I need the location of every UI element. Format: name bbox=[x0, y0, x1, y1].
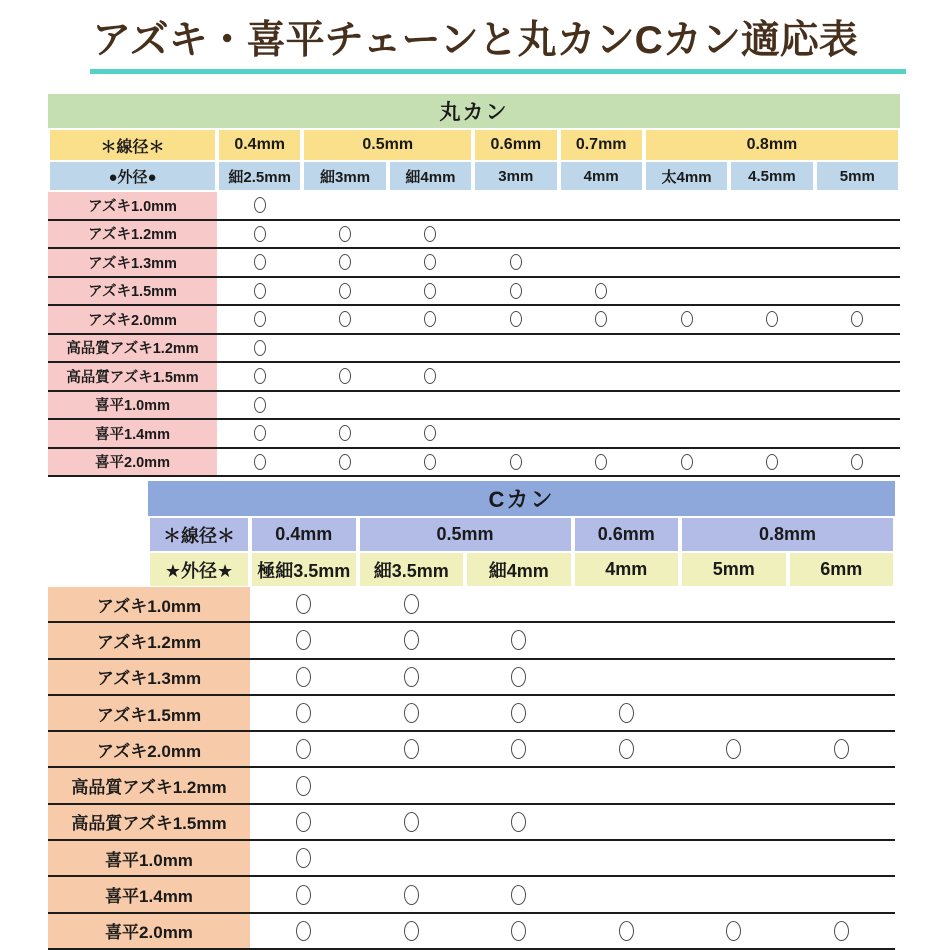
match-circle-icon bbox=[404, 630, 419, 650]
match-circle-icon bbox=[296, 776, 311, 796]
compatibility-cell bbox=[473, 392, 558, 419]
match-circle-icon bbox=[339, 454, 351, 470]
outer-diameter-value: 5mm bbox=[680, 553, 788, 586]
match-circle-icon bbox=[424, 454, 436, 470]
compatibility-cell bbox=[573, 841, 681, 875]
match-circle-icon bbox=[296, 848, 311, 868]
compatibility-cell bbox=[217, 192, 302, 219]
match-circle-icon bbox=[510, 454, 522, 470]
compatibility-cell bbox=[815, 192, 900, 219]
compatibility-cell bbox=[473, 335, 558, 362]
chain-type-label: 高品質アズキ1.5mm bbox=[48, 363, 217, 390]
chain-type-label: アズキ1.2mm bbox=[48, 623, 250, 657]
match-circle-icon bbox=[511, 630, 526, 650]
compatibility-cell bbox=[644, 192, 729, 219]
compatibility-cell bbox=[473, 192, 558, 219]
compatibility-cell bbox=[217, 392, 302, 419]
compatibility-cell bbox=[465, 623, 573, 657]
match-circle-icon bbox=[339, 283, 351, 299]
chain-type-label: 高品質アズキ1.5mm bbox=[48, 805, 250, 839]
match-circle-icon bbox=[851, 311, 863, 327]
table-row bbox=[48, 449, 900, 478]
match-circle-icon bbox=[619, 703, 634, 723]
match-circle-icon bbox=[254, 340, 266, 356]
compatibility-cell bbox=[573, 877, 681, 911]
table-row bbox=[48, 249, 900, 278]
compatibility-cell bbox=[644, 221, 729, 248]
match-circle-icon bbox=[681, 311, 693, 327]
match-circle-icon bbox=[511, 885, 526, 905]
chain-type-label: 喜平2.0mm bbox=[48, 914, 250, 948]
compatibility-cell bbox=[388, 221, 473, 248]
compatibility-cell bbox=[573, 587, 681, 621]
compatibility-cell bbox=[250, 914, 358, 948]
table-row bbox=[48, 768, 895, 804]
compatibility-cell bbox=[559, 192, 644, 219]
compatibility-cell bbox=[388, 449, 473, 476]
table-row bbox=[48, 587, 895, 623]
compatibility-cell bbox=[559, 221, 644, 248]
match-circle-icon bbox=[511, 667, 526, 687]
compatibility-cell bbox=[559, 363, 644, 390]
compatibility-cell bbox=[250, 732, 358, 766]
compatibility-cell bbox=[573, 768, 681, 802]
match-circle-icon bbox=[595, 283, 607, 299]
wire-diameter-value: 0.4mm bbox=[250, 518, 358, 551]
table-row bbox=[48, 805, 895, 841]
wire-diameter-label: ＊線径＊ bbox=[48, 130, 217, 160]
table-row bbox=[48, 877, 895, 913]
compatibility-cell bbox=[250, 587, 358, 621]
compatibility-cell bbox=[573, 914, 681, 948]
compatibility-cell bbox=[302, 249, 387, 276]
compatibility-cell bbox=[815, 420, 900, 447]
c-kan-table-title: Cカン bbox=[148, 481, 895, 516]
match-circle-icon bbox=[254, 397, 266, 413]
match-circle-icon bbox=[511, 739, 526, 759]
compatibility-cell bbox=[559, 392, 644, 419]
compatibility-cell bbox=[788, 696, 896, 730]
compatibility-cell bbox=[388, 306, 473, 333]
table-row bbox=[48, 221, 900, 250]
outer-diameter-value: 3mm bbox=[473, 162, 558, 190]
match-circle-icon bbox=[404, 885, 419, 905]
match-circle-icon bbox=[296, 812, 311, 832]
compatibility-cell bbox=[573, 696, 681, 730]
compatibility-cell bbox=[358, 660, 466, 694]
outer-diameter-value: 太4mm bbox=[644, 162, 729, 190]
compatibility-cell bbox=[788, 660, 896, 694]
c-kan-wire-diameter-row bbox=[148, 518, 895, 551]
compatibility-cell bbox=[644, 249, 729, 276]
match-circle-icon bbox=[254, 197, 266, 213]
chain-type-label: アズキ1.0mm bbox=[48, 192, 217, 219]
compatibility-cell bbox=[302, 335, 387, 362]
compatibility-cell bbox=[729, 249, 814, 276]
compatibility-cell bbox=[250, 841, 358, 875]
compatibility-cell bbox=[250, 877, 358, 911]
match-circle-icon bbox=[404, 921, 419, 941]
c-kan-table-body bbox=[48, 587, 895, 950]
compatibility-cell bbox=[559, 335, 644, 362]
chain-type-label: 喜平1.4mm bbox=[48, 877, 250, 911]
chain-type-label: アズキ2.0mm bbox=[48, 732, 250, 766]
match-circle-icon bbox=[511, 921, 526, 941]
outer-diameter-value: 細4mm bbox=[465, 553, 573, 586]
match-circle-icon bbox=[404, 812, 419, 832]
chain-type-label: 喜平1.0mm bbox=[48, 392, 217, 419]
match-circle-icon bbox=[510, 311, 522, 327]
match-circle-icon bbox=[834, 739, 849, 759]
match-circle-icon bbox=[339, 226, 351, 242]
compatibility-cell bbox=[217, 449, 302, 476]
match-circle-icon bbox=[766, 454, 778, 470]
compatibility-cell bbox=[217, 278, 302, 305]
match-circle-icon bbox=[339, 311, 351, 327]
match-circle-icon bbox=[424, 368, 436, 384]
table-row bbox=[48, 914, 895, 950]
match-circle-icon bbox=[339, 425, 351, 441]
compatibility-cell bbox=[815, 249, 900, 276]
match-circle-icon bbox=[404, 703, 419, 723]
maru-kan-wire-diameter-row bbox=[48, 130, 900, 160]
chain-type-label: 高品質アズキ1.2mm bbox=[48, 335, 217, 362]
compatibility-cell bbox=[388, 192, 473, 219]
compatibility-cell bbox=[358, 841, 466, 875]
match-circle-icon bbox=[296, 885, 311, 905]
compatibility-cell bbox=[815, 306, 900, 333]
maru-kan-outer-diameter-row bbox=[48, 162, 900, 190]
chain-type-label: アズキ1.0mm bbox=[48, 587, 250, 621]
compatibility-cell bbox=[680, 732, 788, 766]
compatibility-cell bbox=[388, 420, 473, 447]
match-circle-icon bbox=[619, 739, 634, 759]
match-circle-icon bbox=[254, 368, 266, 384]
match-circle-icon bbox=[424, 425, 436, 441]
match-circle-icon bbox=[510, 283, 522, 299]
chain-type-label: アズキ1.3mm bbox=[48, 660, 250, 694]
compatibility-cell bbox=[729, 392, 814, 419]
compatibility-cell bbox=[358, 623, 466, 657]
maru-kan-table bbox=[48, 94, 900, 477]
compatibility-cell bbox=[815, 278, 900, 305]
compatibility-cell bbox=[465, 768, 573, 802]
outer-diameter-value: 4mm bbox=[573, 553, 681, 586]
compatibility-cell bbox=[465, 732, 573, 766]
compatibility-cell bbox=[680, 660, 788, 694]
wire-diameter-value: 0.7mm bbox=[559, 130, 644, 160]
compatibility-cell bbox=[465, 841, 573, 875]
compatibility-cell bbox=[358, 877, 466, 911]
match-circle-icon bbox=[834, 921, 849, 941]
match-circle-icon bbox=[254, 425, 266, 441]
chain-type-label: アズキ2.0mm bbox=[48, 306, 217, 333]
match-circle-icon bbox=[595, 454, 607, 470]
compatibility-cell bbox=[788, 732, 896, 766]
compatibility-cell bbox=[217, 306, 302, 333]
compatibility-cell bbox=[388, 392, 473, 419]
compatibility-cell bbox=[788, 877, 896, 911]
compatibility-cell bbox=[729, 278, 814, 305]
compatibility-cell bbox=[302, 392, 387, 419]
table-row bbox=[48, 363, 900, 392]
compatibility-cell bbox=[729, 420, 814, 447]
compatibility-cell bbox=[573, 660, 681, 694]
compatibility-cell bbox=[815, 363, 900, 390]
compatibility-cell bbox=[465, 660, 573, 694]
compatibility-cell bbox=[465, 587, 573, 621]
compatibility-cell bbox=[217, 335, 302, 362]
compatibility-cell bbox=[729, 192, 814, 219]
match-circle-icon bbox=[851, 454, 863, 470]
c-kan-outer-diameter-row bbox=[148, 553, 895, 586]
compatibility-cell bbox=[302, 306, 387, 333]
match-circle-icon bbox=[424, 254, 436, 270]
maru-kan-table-body bbox=[48, 192, 900, 477]
match-circle-icon bbox=[424, 283, 436, 299]
compatibility-cell bbox=[559, 306, 644, 333]
compatibility-cell bbox=[473, 449, 558, 476]
compatibility-cell bbox=[302, 278, 387, 305]
compatibility-cell bbox=[473, 306, 558, 333]
compatibility-cell bbox=[358, 732, 466, 766]
compatibility-cell bbox=[644, 278, 729, 305]
chain-type-label: アズキ1.5mm bbox=[48, 696, 250, 730]
compatibility-cell bbox=[465, 805, 573, 839]
compatibility-cell bbox=[573, 623, 681, 657]
outer-diameter-value: 4mm bbox=[559, 162, 644, 190]
match-circle-icon bbox=[254, 226, 266, 242]
compatibility-cell bbox=[217, 221, 302, 248]
table-row bbox=[48, 660, 895, 696]
table-row bbox=[48, 623, 895, 659]
match-circle-icon bbox=[339, 254, 351, 270]
compatibility-cell bbox=[388, 278, 473, 305]
match-circle-icon bbox=[296, 921, 311, 941]
compatibility-cell bbox=[644, 449, 729, 476]
match-circle-icon bbox=[296, 703, 311, 723]
compatibility-cell bbox=[788, 841, 896, 875]
table-row bbox=[48, 278, 900, 307]
match-circle-icon bbox=[296, 667, 311, 687]
compatibility-cell bbox=[559, 278, 644, 305]
compatibility-cell bbox=[815, 449, 900, 476]
compatibility-cell bbox=[473, 363, 558, 390]
compatibility-cell bbox=[815, 221, 900, 248]
compatibility-cell bbox=[815, 392, 900, 419]
compatibility-cell bbox=[644, 420, 729, 447]
match-circle-icon bbox=[254, 254, 266, 270]
compatibility-cell bbox=[250, 660, 358, 694]
compatibility-cell bbox=[465, 696, 573, 730]
compatibility-cell bbox=[680, 877, 788, 911]
chain-type-label: 高品質アズキ1.2mm bbox=[48, 768, 250, 802]
compatibility-cell bbox=[465, 914, 573, 948]
wire-diameter-value: 0.6mm bbox=[473, 130, 558, 160]
compatibility-cell bbox=[358, 914, 466, 948]
wire-diameter-value: 0.8mm bbox=[680, 518, 895, 551]
compatibility-cell bbox=[729, 449, 814, 476]
table-row bbox=[48, 420, 900, 449]
compatibility-cell bbox=[680, 841, 788, 875]
match-circle-icon bbox=[595, 311, 607, 327]
compatibility-cell bbox=[729, 306, 814, 333]
compatibility-cell bbox=[473, 420, 558, 447]
compatibility-cell bbox=[729, 221, 814, 248]
compatibility-cell bbox=[644, 335, 729, 362]
compatibility-cell bbox=[573, 732, 681, 766]
table-row bbox=[48, 841, 895, 877]
chain-type-label: アズキ1.5mm bbox=[48, 278, 217, 305]
compatibility-cell bbox=[729, 335, 814, 362]
wire-diameter-value: 0.8mm bbox=[644, 130, 900, 160]
compatibility-cell bbox=[788, 805, 896, 839]
chain-type-label: 喜平1.0mm bbox=[48, 841, 250, 875]
compatibility-cell bbox=[559, 420, 644, 447]
compatibility-cell bbox=[559, 449, 644, 476]
outer-diameter-value: 6mm bbox=[788, 553, 896, 586]
compatibility-cell bbox=[644, 306, 729, 333]
chain-type-label: 喜平1.4mm bbox=[48, 420, 217, 447]
compatibility-cell bbox=[473, 249, 558, 276]
match-circle-icon bbox=[726, 921, 741, 941]
match-circle-icon bbox=[424, 311, 436, 327]
outer-diameter-value: 細3.5mm bbox=[358, 553, 466, 586]
outer-diameter-value: 極細3.5mm bbox=[250, 553, 358, 586]
compatibility-cell bbox=[473, 278, 558, 305]
compatibility-cell bbox=[815, 335, 900, 362]
compatibility-cell bbox=[388, 363, 473, 390]
compatibility-cell bbox=[302, 363, 387, 390]
match-circle-icon bbox=[404, 594, 419, 614]
compatibility-cell bbox=[680, 914, 788, 948]
outer-diameter-value: 5mm bbox=[815, 162, 900, 190]
chain-type-label: アズキ1.2mm bbox=[48, 221, 217, 248]
compatibility-cell bbox=[217, 249, 302, 276]
match-circle-icon bbox=[254, 283, 266, 299]
outer-diameter-label: ★外径★ bbox=[148, 553, 250, 586]
outer-diameter-value: 4.5mm bbox=[729, 162, 814, 190]
compatibility-cell bbox=[559, 249, 644, 276]
compatibility-cell bbox=[250, 805, 358, 839]
compatibility-cell bbox=[358, 805, 466, 839]
outer-diameter-label: ●外径● bbox=[48, 162, 217, 190]
compatibility-cell bbox=[644, 392, 729, 419]
title-underline bbox=[90, 69, 906, 74]
outer-diameter-value: 細2.5mm bbox=[217, 162, 302, 190]
match-circle-icon bbox=[296, 594, 311, 614]
match-circle-icon bbox=[424, 226, 436, 242]
compatibility-cell bbox=[788, 768, 896, 802]
match-circle-icon bbox=[681, 454, 693, 470]
chain-type-label: アズキ1.3mm bbox=[48, 249, 217, 276]
match-circle-icon bbox=[511, 703, 526, 723]
compatibility-cell bbox=[729, 363, 814, 390]
compatibility-cell bbox=[302, 449, 387, 476]
compatibility-cell bbox=[302, 420, 387, 447]
match-circle-icon bbox=[404, 739, 419, 759]
match-circle-icon bbox=[296, 739, 311, 759]
maru-kan-table-title: 丸カン bbox=[48, 94, 900, 128]
match-circle-icon bbox=[726, 739, 741, 759]
match-circle-icon bbox=[510, 254, 522, 270]
table-row bbox=[48, 306, 900, 335]
title-wrap bbox=[0, 18, 950, 65]
compatibility-cell bbox=[573, 805, 681, 839]
wire-diameter-value: 0.4mm bbox=[217, 130, 302, 160]
compatibility-cell bbox=[788, 914, 896, 948]
compatibility-cell bbox=[788, 623, 896, 657]
wire-diameter-value: 0.5mm bbox=[358, 518, 573, 551]
wire-diameter-value: 0.6mm bbox=[573, 518, 681, 551]
compatibility-cell bbox=[217, 420, 302, 447]
table-row bbox=[48, 732, 895, 768]
match-circle-icon bbox=[339, 368, 351, 384]
compatibility-cell bbox=[680, 768, 788, 802]
compatibility-cell bbox=[358, 696, 466, 730]
table-row bbox=[48, 696, 895, 732]
compatibility-cell bbox=[250, 696, 358, 730]
match-circle-icon bbox=[511, 812, 526, 832]
compatibility-cell bbox=[388, 249, 473, 276]
compatibility-cell bbox=[465, 877, 573, 911]
compatibility-cell bbox=[302, 192, 387, 219]
table-row bbox=[48, 392, 900, 421]
match-circle-icon bbox=[296, 630, 311, 650]
outer-diameter-value: 細3mm bbox=[302, 162, 387, 190]
compatibility-cell bbox=[644, 363, 729, 390]
match-circle-icon bbox=[404, 667, 419, 687]
match-circle-icon bbox=[254, 311, 266, 327]
wire-diameter-value: 0.5mm bbox=[302, 130, 473, 160]
compatibility-cell bbox=[250, 768, 358, 802]
compatibility-cell bbox=[358, 587, 466, 621]
chain-type-label: 喜平2.0mm bbox=[48, 449, 217, 476]
wire-diameter-label: ＊線径＊ bbox=[148, 518, 250, 551]
compatibility-cell bbox=[680, 805, 788, 839]
page-title: アズキ・喜平チェーンと丸カンCカン適応表 bbox=[92, 19, 858, 62]
compatibility-cell bbox=[680, 587, 788, 621]
compatibility-cell bbox=[358, 768, 466, 802]
compatibility-cell bbox=[302, 221, 387, 248]
c-kan-table-header bbox=[148, 481, 895, 586]
compatibility-cell bbox=[217, 363, 302, 390]
compatibility-cell bbox=[473, 221, 558, 248]
outer-diameter-value: 細4mm bbox=[388, 162, 473, 190]
compatibility-cell bbox=[788, 587, 896, 621]
table-row bbox=[48, 335, 900, 364]
compatibility-cell bbox=[250, 623, 358, 657]
table-row bbox=[48, 192, 900, 221]
match-circle-icon bbox=[619, 921, 634, 941]
match-circle-icon bbox=[766, 311, 778, 327]
compatibility-cell bbox=[680, 623, 788, 657]
match-circle-icon bbox=[254, 454, 266, 470]
compatibility-cell bbox=[680, 696, 788, 730]
compatibility-cell bbox=[388, 335, 473, 362]
